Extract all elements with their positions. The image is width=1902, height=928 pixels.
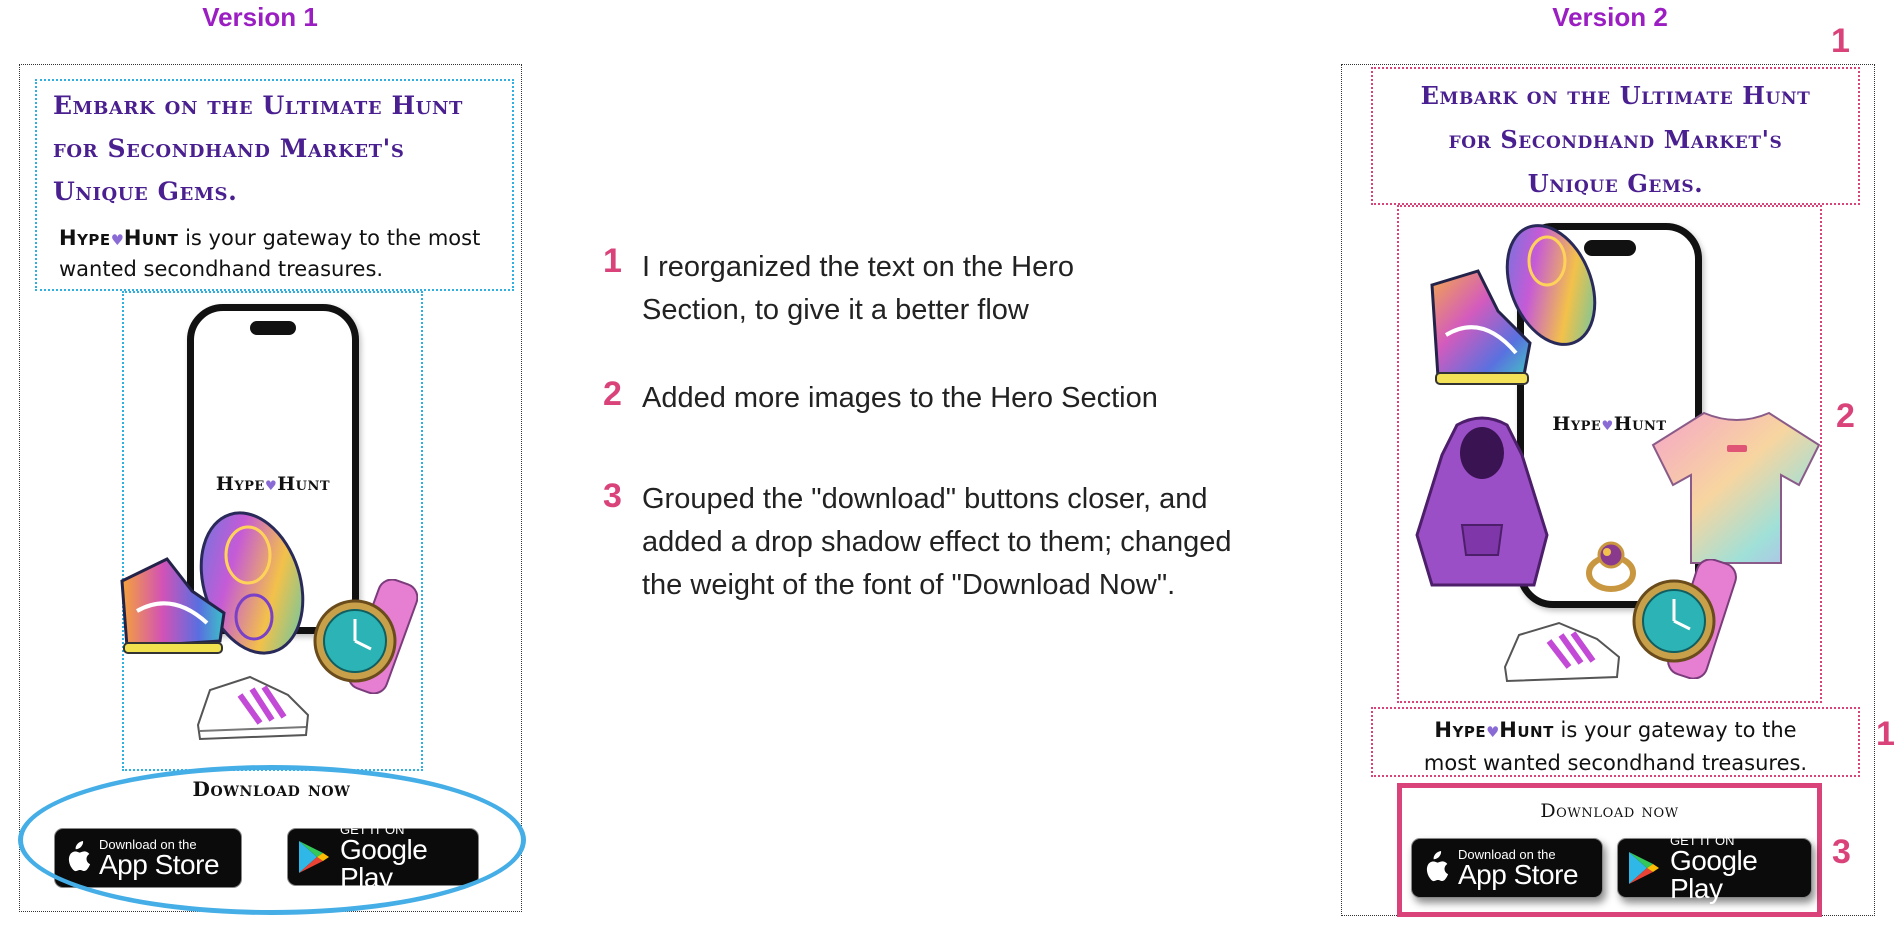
- app-store-big-label: App Store: [1458, 858, 1579, 890]
- google-play-big-label: Google Play: [340, 833, 428, 893]
- v2-app-store-button[interactable]: [1411, 838, 1603, 898]
- v1-tagline-line2: wanted secondhand treasures.: [59, 257, 384, 281]
- note-1-number: 1: [603, 242, 622, 280]
- version-2-label: Version 2: [1552, 2, 1668, 32]
- v1-phone-brand: Hype♥Hunt: [215, 473, 331, 495]
- v1-tagline: [59, 224, 509, 284]
- heart-icon: ♥: [110, 232, 124, 249]
- v2-marker-headline: 1: [1831, 22, 1850, 60]
- phone-notch: [250, 321, 296, 335]
- v1-headline-line-1: Embark on the Ultimate Hunt: [53, 91, 464, 120]
- v2-tagline: [1373, 715, 1858, 778]
- v1-download-title: Download now: [192, 777, 351, 801]
- v2-phone-brand: Hype♥Hunt: [1552, 413, 1667, 435]
- v2-sneaker-sole-image: [1499, 215, 1609, 355]
- version-2-mockup: [1341, 64, 1875, 916]
- v2-google-play-button[interactable]: [1617, 832, 1812, 904]
- app-store-small-label: Download on the: [99, 836, 197, 852]
- heart-icon: ♥: [1601, 419, 1614, 434]
- v2-headline-line-2: for Secondhand Market's: [1448, 125, 1783, 154]
- google-play-icon: [1627, 850, 1661, 886]
- apple-icon: [1420, 851, 1450, 885]
- note-1-text: I reorganized the text on the Hero Section, to give it a better flow: [642, 251, 1075, 326]
- v2-tagline-block: [1371, 707, 1860, 777]
- note-3-text: Grouped the "download" buttons closer, and added a drop shadow effect to them; changed the weight of the font of "Download Now".: [642, 483, 1232, 601]
- v1-watch-image: [303, 579, 418, 694]
- app-store-big-label: App Store: [99, 848, 220, 880]
- v2-headline-block: [1371, 67, 1860, 205]
- v1-tagline-brand-b: Hunt: [123, 226, 179, 250]
- v2-tagline-brand-a: Hype: [1434, 718, 1487, 742]
- v2-download-title: Download now: [1540, 800, 1679, 822]
- v2-white-sneaker-image: [1497, 613, 1627, 688]
- v2-tagline-brand-b: Hunt: [1499, 718, 1554, 742]
- app-store-small-label: Download on the: [1458, 846, 1556, 862]
- v2-marker-tagline: 1: [1876, 715, 1895, 753]
- v1-tagline-brand-a: Hype: [59, 226, 111, 250]
- v1-white-sneaker-image: [190, 665, 315, 747]
- note-2-number: 2: [603, 375, 622, 413]
- version-1-mockup: [19, 64, 522, 912]
- v2-marker-images: 2: [1836, 397, 1855, 435]
- v1-tagline-line1: is your gateway to the most: [185, 226, 481, 250]
- google-play-small-label: GET IT ON: [1670, 832, 1735, 848]
- v1-headline-line-3: Unique Gems.: [53, 177, 238, 206]
- v2-hoodie-image: [1412, 415, 1552, 600]
- version-1-label: Version 1: [202, 2, 318, 32]
- v1-hightop-sneaker-image: [112, 551, 232, 661]
- v1-headline-line-2: for Secondhand Market's: [53, 134, 405, 163]
- heart-icon: ♥: [264, 479, 278, 494]
- google-play-small-label: GET IT ON: [340, 821, 405, 837]
- note-2-text: Added more images to the Hero Section: [642, 382, 1158, 414]
- v2-tshirt-image: [1649, 405, 1824, 570]
- v2-marker-buttons: 3: [1832, 833, 1851, 871]
- v2-download-group: [1397, 783, 1822, 917]
- v2-headline-line-3: Unique Gems.: [1527, 169, 1704, 198]
- v2-tagline-line1: is your gateway to the: [1560, 718, 1797, 742]
- google-play-big-label: Google Play: [1670, 844, 1758, 904]
- v2-tagline-line2: most wanted secondhand treasures.: [1423, 751, 1808, 775]
- v2-watch-image: [1622, 559, 1737, 679]
- v1-text-block: [35, 79, 514, 291]
- v2-headline-line-1: Embark on the Ultimate Hunt: [1420, 81, 1811, 110]
- note-3-number: 3: [603, 477, 622, 515]
- heart-icon: ♥: [1486, 724, 1500, 741]
- v1-download-highlight-ellipse: [18, 765, 526, 915]
